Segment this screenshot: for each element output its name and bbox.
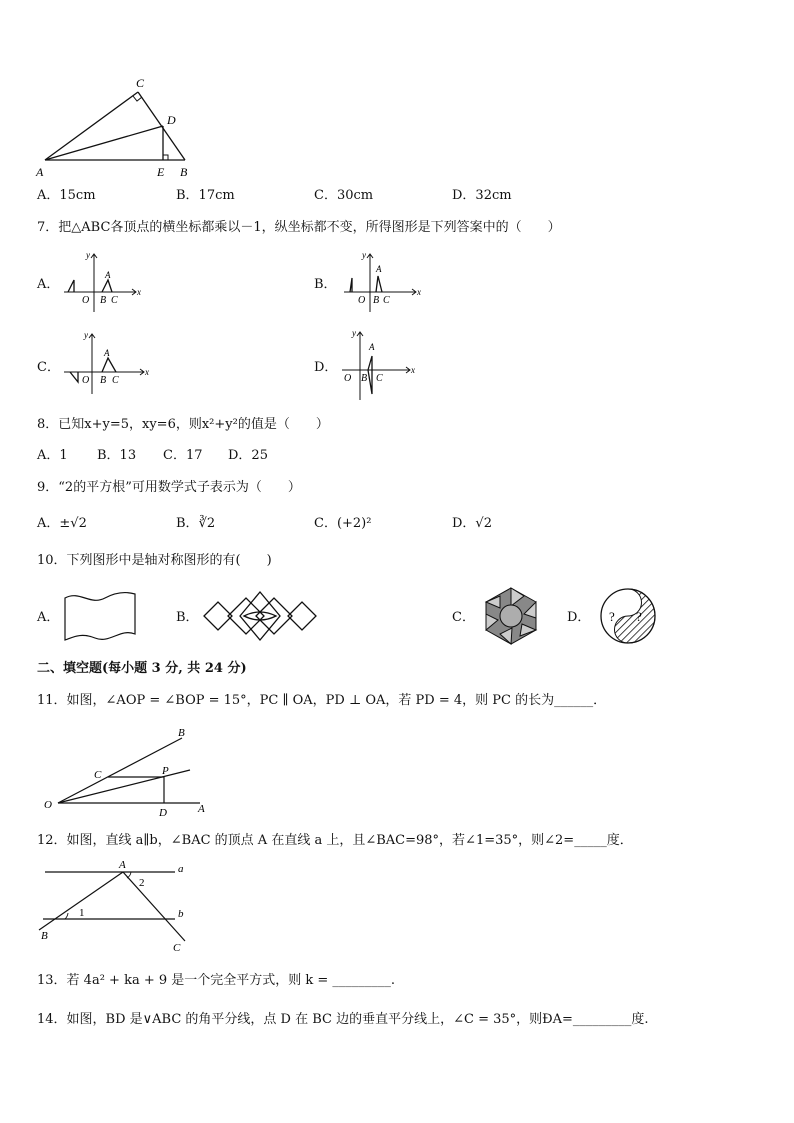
- q6-option-a: A．15cm: [37, 188, 96, 203]
- q6-option-b: B．17cm: [176, 188, 235, 203]
- q13-stem: 13．若 4a² + ka + 9 是一个完全平方式，则 k = _________.: [37, 973, 396, 988]
- svg-text:A: A: [198, 803, 205, 815]
- q10-figure-a-flag: [60, 588, 140, 646]
- svg-text:y: y: [84, 330, 88, 340]
- q6-option-d: D．32cm: [452, 188, 512, 203]
- svg-text:B: B: [178, 727, 185, 739]
- svg-text:1: 1: [79, 907, 85, 919]
- svg-text:b: b: [178, 908, 184, 920]
- svg-text:C: C: [112, 375, 119, 386]
- svg-text:x: x: [145, 367, 149, 377]
- q7-option-d-label: D．: [314, 360, 338, 375]
- svg-text:C: C: [94, 769, 102, 781]
- q10-figure-c-pinwheel: [480, 586, 542, 646]
- q6-label-C: C: [136, 76, 145, 90]
- q6-label-D: D: [167, 113, 176, 127]
- svg-text:C: C: [376, 373, 383, 384]
- q7-graph-a: [60, 248, 142, 318]
- q7-option-a-label: A．: [37, 277, 60, 292]
- q14-stem: 14．如图，BD 是∨ABC 的角平分线，点 D 在 BC 边的垂直平分线上，∠C = 35°，则ĐA=_________度.: [37, 1012, 649, 1027]
- q7-graph-c: [60, 328, 152, 398]
- svg-text:D: D: [159, 807, 167, 819]
- q8-option-c: C．17: [163, 448, 203, 463]
- q9-option-a: A．±√2: [37, 516, 87, 531]
- svg-text:O: O: [82, 295, 90, 306]
- q12-figure: [35, 856, 195, 956]
- svg-text:y: y: [362, 250, 366, 260]
- svg-text:a: a: [178, 863, 184, 875]
- svg-text:O: O: [82, 375, 90, 386]
- svg-text:A: A: [376, 264, 382, 274]
- q10-option-a-label: A．: [37, 610, 60, 625]
- svg-text:O: O: [358, 295, 366, 306]
- svg-text:B: B: [361, 373, 368, 384]
- svg-text:O: O: [344, 373, 352, 384]
- q7-graph-b: [340, 248, 422, 318]
- svg-text:A: A: [369, 342, 375, 352]
- svg-text:B: B: [373, 295, 380, 306]
- q11-stem: 11．如图，∠AOP = ∠BOP = 15°，PC ∥ OA，PD ⊥ OA，若 PD = 4，则 PC 的长为______．: [37, 693, 607, 708]
- q10-d-question-left: ?: [609, 609, 615, 624]
- q6-label-B: B: [180, 165, 188, 179]
- q10-option-c-label: C．: [452, 610, 475, 625]
- svg-text:C: C: [383, 295, 390, 306]
- q7-stem: 7．把△ABC各顶点的横坐标都乘以－1，纵坐标都不变，所得图形是下列答案中的（ ）: [37, 220, 561, 235]
- section-2-title: 二、填空题(每小题 3 分, 共 24 分): [37, 661, 247, 676]
- q10-stem: 10．下列图形中是轴对称图形的有( ): [37, 553, 272, 568]
- q10-figure-d-yinyang: [598, 586, 658, 646]
- q10-option-d-label: D．: [567, 610, 591, 625]
- q6-option-c: C．30cm: [314, 188, 374, 203]
- q10-figure-b-diamonds: [200, 588, 320, 644]
- q11-figure: [40, 724, 220, 820]
- svg-text:C: C: [173, 942, 181, 954]
- svg-text:A: A: [105, 270, 111, 280]
- q9-stem: 9．“2的平方根”可用数学式子表示为（ ）: [37, 480, 301, 495]
- q8-option-a: A．1: [37, 448, 68, 463]
- svg-text:y: y: [352, 328, 356, 338]
- q7-option-c-label: C．: [37, 360, 60, 375]
- q8-stem: 8．已知x+y=5，xy=6，则x²+y²的值是（ ）: [37, 417, 329, 432]
- q8-option-d: D．25: [228, 448, 268, 463]
- svg-text:P: P: [162, 765, 169, 777]
- q10-option-b-label: B．: [176, 610, 199, 625]
- q7-graph-d: [338, 326, 420, 404]
- svg-text:B: B: [100, 375, 107, 386]
- svg-text:B: B: [100, 295, 107, 306]
- svg-text:x: x: [417, 287, 421, 297]
- q8-option-b: B．13: [97, 448, 137, 463]
- q9-option-c: C．(+2)²: [314, 516, 372, 531]
- q6-label-E: E: [157, 165, 165, 179]
- svg-text:x: x: [411, 365, 415, 375]
- svg-text:x: x: [137, 287, 141, 297]
- svg-text:A: A: [104, 348, 110, 358]
- svg-text:O: O: [44, 799, 52, 811]
- svg-text:2: 2: [139, 877, 145, 889]
- svg-text:y: y: [86, 250, 90, 260]
- q6-triangle-figure: [30, 72, 200, 182]
- q7-option-b-label: B．: [314, 277, 337, 292]
- q9-option-b: B．∛2: [176, 516, 216, 531]
- q6-label-A: A: [36, 165, 44, 179]
- q9-option-d: D．√2: [452, 516, 492, 531]
- svg-text:B: B: [41, 930, 48, 942]
- q12-stem: 12．如图，直线 a∥b，∠BAC 的顶点 A 在直线 a 上，且∠BAC=98°，若∠1=35°，则∠2=_____度．: [37, 833, 633, 848]
- svg-text:C: C: [111, 295, 118, 306]
- svg-text:A: A: [119, 859, 126, 871]
- q10-d-question-right: ?: [636, 609, 642, 624]
